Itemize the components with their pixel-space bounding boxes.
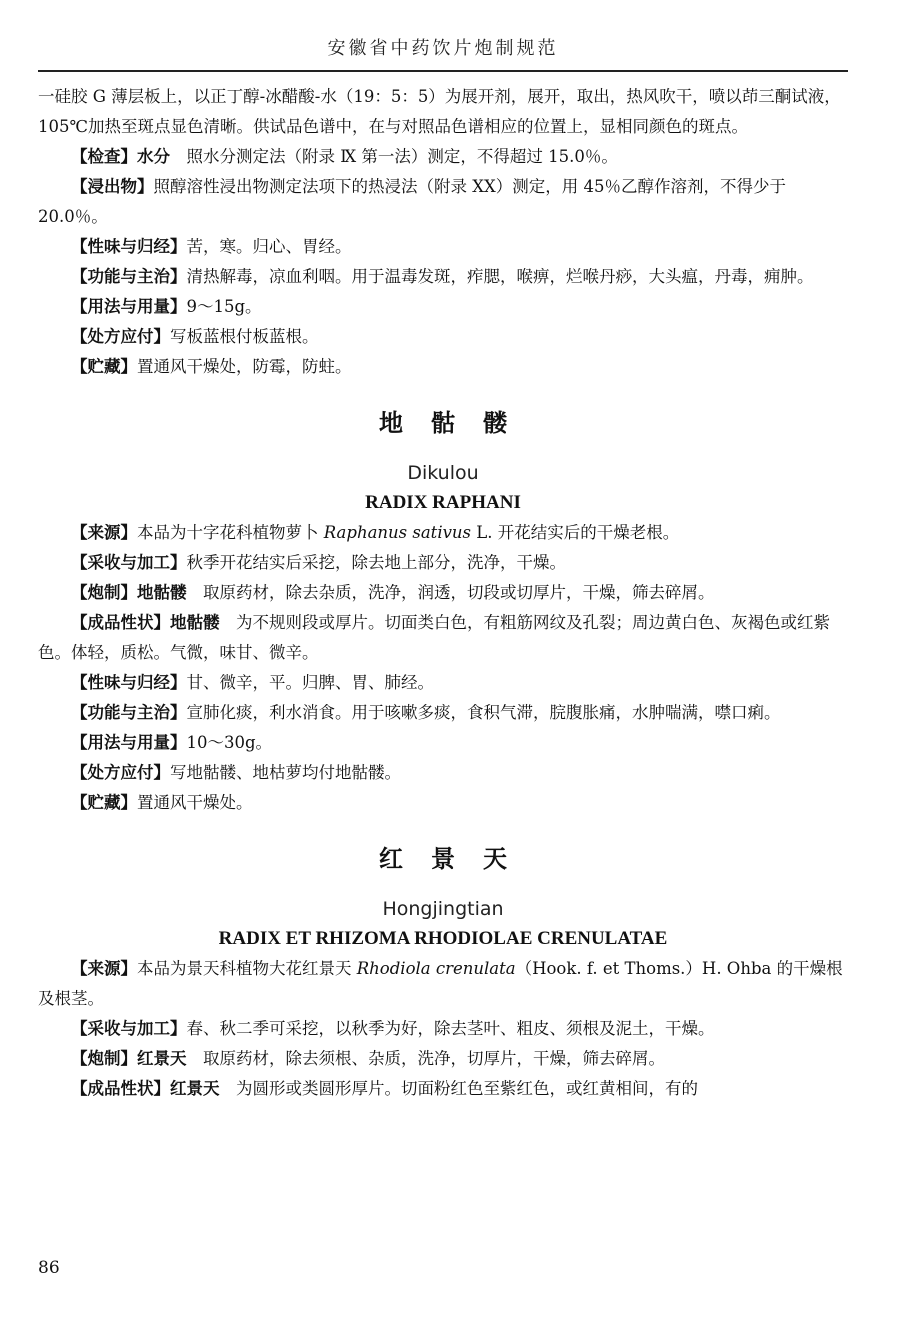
usage-label: 【用法与用量】 <box>71 733 187 752</box>
source-text-end: L. 开花结实后的干燥老根。 <box>471 523 680 542</box>
processing-subhead: 地骷髅 <box>137 583 187 602</box>
usage-label: 【用法与用量】 <box>71 297 187 316</box>
entry-pinyin: Hongjingtian <box>382 898 504 920</box>
storage-label: 【贮藏】 <box>71 357 137 376</box>
storage-text: 置通风干燥处，防霉，防蛀。 <box>137 357 352 376</box>
harvest-label: 【采收与加工】 <box>71 1019 187 1038</box>
source-latin: Rhodiola crenulata <box>356 959 516 978</box>
prescription-label: 【处方应付】 <box>71 763 170 782</box>
processing-subhead: 红景天 <box>137 1049 187 1068</box>
processing-text: 取原药材，除去须根、杂质，洗净，切厚片，干燥，筛去碎屑。 <box>186 1049 665 1068</box>
function-section <box>38 262 848 292</box>
source-text: 本品为十字花科植物萝卜 <box>137 523 324 542</box>
harvest-section <box>38 1014 848 1044</box>
storage-label: 【贮藏】 <box>71 793 137 812</box>
function-section <box>38 698 848 728</box>
prescription-section <box>38 758 848 788</box>
prescription-label: 【处方应付】 <box>71 327 170 346</box>
storage-text: 置通风干燥处。 <box>137 793 253 812</box>
source-text: 本品为景天科植物大花红景天 <box>137 959 357 978</box>
entry-latin-name: RADIX RAPHANI <box>365 492 521 513</box>
function-text: 宣肺化痰，利水消食。用于咳嗽多痰，食积气滞，脘腹胀痛，水肿喘满，噤口痢。 <box>186 703 781 722</box>
taste-section <box>38 232 848 262</box>
entry-pinyin: Dikulou <box>407 462 479 484</box>
prescription-text: 写地骷髅、地枯萝均付地骷髅。 <box>170 763 401 782</box>
entry-title: 红景天 <box>379 845 535 873</box>
taste-label: 【性味与归经】 <box>71 673 187 692</box>
check-text: 照水分测定法（附录 Ⅸ 第一法）测定，不得超过 15.0％。 <box>170 147 618 166</box>
taste-section <box>38 668 848 698</box>
storage-section <box>38 352 848 382</box>
page-body <box>38 82 848 1104</box>
product-section <box>38 1074 848 1104</box>
processing-label: 【炮制】 <box>71 583 137 602</box>
check-section <box>38 142 848 172</box>
extract-section <box>38 172 848 232</box>
taste-text: 苦，寒。归心、胃经。 <box>186 237 352 256</box>
product-subhead: 红景天 <box>170 1079 220 1098</box>
harvest-text: 春、秋二季可采挖，以秋季为好，除去茎叶、粗皮、须根及泥土，干燥。 <box>186 1019 715 1038</box>
harvest-text: 秋季开花结实后采挖，除去地上部分，洗净，干燥。 <box>186 553 566 572</box>
source-text-end: （Hook. f. et Thoms.）H. Ohba 的干燥根及根茎。 <box>38 959 843 1008</box>
function-label: 【功能与主治】 <box>71 703 187 722</box>
taste-text: 甘、微辛，平。归脾、胃、肺经。 <box>186 673 434 692</box>
running-header: 安徽省中药饮片炮制规范 <box>327 38 559 59</box>
function-text: 清热解毒，凉血利咽。用于温毒发斑，痄腮，喉痹，烂喉丹痧，大头瘟，丹毒，痈肿。 <box>186 267 814 286</box>
check-subhead: 水分 <box>137 147 170 166</box>
source-latin: Raphanus sativus <box>323 523 472 542</box>
harvest-section <box>38 548 848 578</box>
entry-latin-name: RADIX ET RHIZOMA RHODIOLAE CRENULATAE <box>218 928 668 949</box>
product-subhead: 地骷髅 <box>170 613 220 632</box>
product-label: 【成品性状】 <box>71 1079 170 1098</box>
prescription-section <box>38 322 848 352</box>
usage-section <box>38 292 848 322</box>
source-section <box>38 518 848 548</box>
continuation-paragraph: 一硅胶 G 薄层板上，以正丁醇-冰醋酸-水（19：5：5）为展开剂，展开，取出，热风吹干，喷以茚三酮试液，105℃加热至斑点显色清晰。供试品色谱中，在与对照品色谱相应的位置上，显相同颜色的斑点。 <box>38 87 841 136</box>
product-text: 为圆形或类圆形厚片。切面粉红色至紫红色，或红黄相间，有的 <box>219 1079 698 1098</box>
usage-text: 9～15g。 <box>186 297 262 316</box>
prescription-text: 写板蓝根付板蓝根。 <box>170 327 319 346</box>
harvest-label: 【采收与加工】 <box>71 553 187 572</box>
function-label: 【功能与主治】 <box>71 267 187 286</box>
processing-section <box>38 1044 848 1074</box>
taste-label: 【性味与归经】 <box>71 237 187 256</box>
page-number: 86 <box>38 1258 60 1278</box>
usage-section <box>38 728 848 758</box>
processing-section <box>38 578 848 608</box>
usage-text: 10～30g。 <box>186 733 273 752</box>
check-label: 【检查】 <box>71 147 137 166</box>
processing-text: 取原药材，除去杂质，洗净，润透，切段或切厚片，干燥，筛去碎屑。 <box>186 583 715 602</box>
header-rule <box>38 70 848 72</box>
product-section <box>38 608 848 668</box>
extract-label: 【浸出物】 <box>71 177 154 196</box>
storage-section <box>38 788 848 818</box>
source-label: 【来源】 <box>71 523 137 542</box>
source-label: 【来源】 <box>71 959 137 978</box>
extract-text: 照醇溶性浸出物测定法项下的热浸法（附录 ⅩⅩ）测定，用 45％乙醇作溶剂，不得少于 20.0％。 <box>38 177 786 226</box>
product-text: 为不规则段或厚片。切面类白色，有粗筋网纹及孔裂；周边黄白色、灰褐色或红紫色。体轻，质松。气微，味甘、微辛。 <box>38 613 830 662</box>
product-label: 【成品性状】 <box>71 613 170 632</box>
source-section <box>38 954 848 1014</box>
entry-title: 地骷髅 <box>379 409 535 437</box>
processing-label: 【炮制】 <box>71 1049 137 1068</box>
